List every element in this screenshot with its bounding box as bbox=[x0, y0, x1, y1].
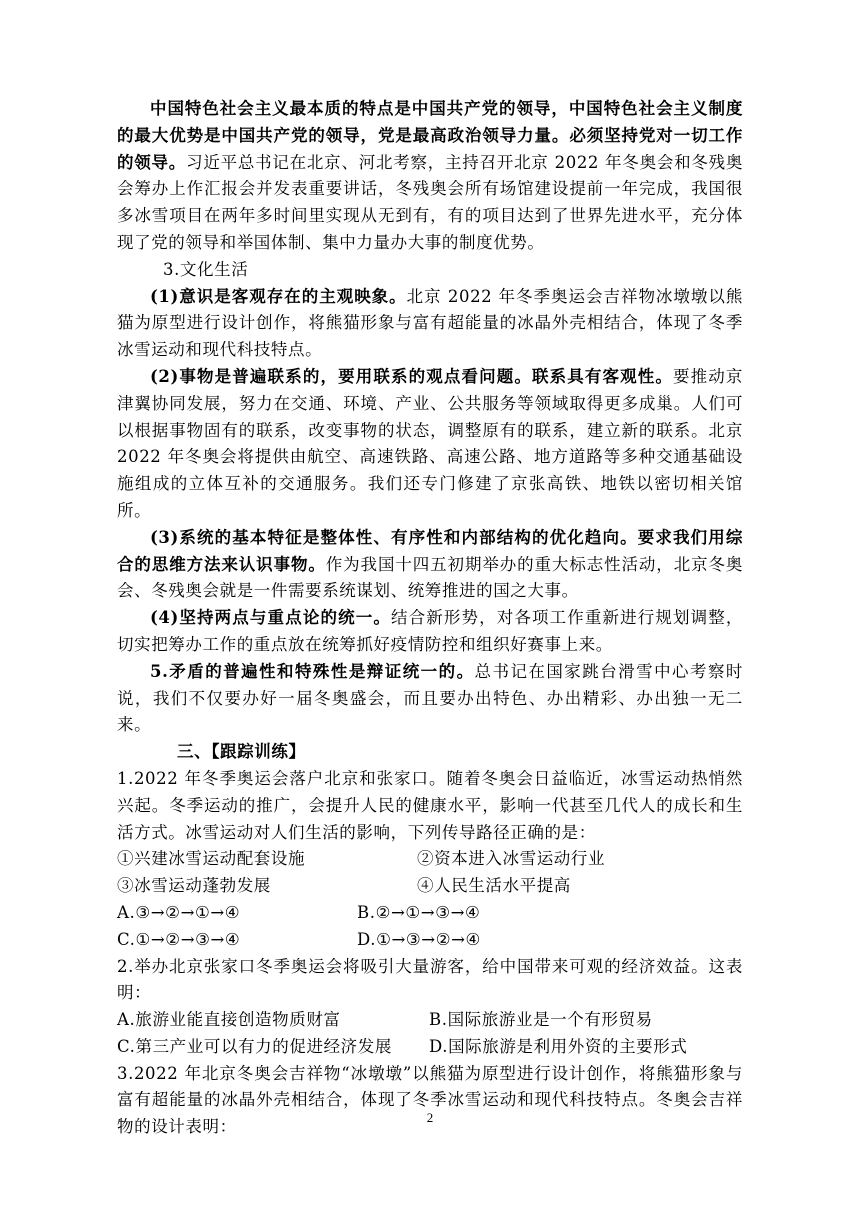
body-text: 习近平总书记在北京、河北考察，主持召开北京 2022 年冬奥会和冬残奥会筹办上作汇报会并发表重要讲话，冬残奥会所有场馆建设提前一年完成，我国很多冰雪项目在两年多时间里实现从无到有，有的项目达到了世界先进水平，充分体现了党的领导和举国体制、集中力量办大事的制度优势。 bbox=[117, 152, 743, 252]
paragraph-consciousness bbox=[117, 284, 743, 364]
body-text: 北京 2022 年冬季奥运会吉祥物冰墩墩以熊猫为原型进行设计创作，将熊猫形象与富有超能量的冰晶外壳相结合，体现了冬季冰雪运动和现代科技特点。 bbox=[117, 286, 743, 360]
bold-lead-text: (1)意识是客观存在的主观映象。 bbox=[150, 286, 407, 306]
bold-lead-text: 中国特色社会主义最本质的特点是中国共产党的领导，中国特色社会主义制度的最大优势是中国共产党的领导，党是最高政治领导力量。必须坚持党对一切工作的领导。 bbox=[117, 99, 743, 172]
page-number: 2 bbox=[426, 1110, 434, 1125]
paragraph-party-leadership bbox=[117, 96, 743, 257]
body-text: 总书记在国家跳台滑雪中心考察时说，我们不仅要办好一届冬奥盛会，而且要办出特色、办出精彩、办出独一无二来。 bbox=[117, 661, 744, 735]
paragraph-two-points bbox=[117, 605, 743, 659]
question-2-option-c: C.第三产业可以有力的促进经济发展 bbox=[117, 1036, 392, 1056]
question-1-item: ②资本进入冰雪运动行业 bbox=[417, 849, 606, 869]
bold-lead-text: 5.矛盾的普遍性和特殊性是辩证统一的。 bbox=[150, 661, 475, 681]
body-text: 结合新形势，对各项工作重新进行规划调整，切实把筹办工作的重点放在统筹抓好疫情防控和组织好赛事上来。 bbox=[117, 608, 743, 654]
body-text: 要推动京津翼协同发展，努力在交通、环境、产业、公共服务等领域取得更多成巢。人们可以根据事物固有的联系，改变事物的状态，调整原有的联系，建立新的联系。北京 2022 年冬奥会将提供由航空、高速铁路、高速公路、地方道路等多种交通基础设施组成的立体互补的交通服务。我们还专门修建了京张高铁、地铁以密切相关馆所。 bbox=[117, 366, 743, 520]
question-1-option-b: B.②→①→③→④ bbox=[357, 902, 481, 922]
question-2-option-b: B.国际旅游业是一个有形贸易 bbox=[429, 1010, 653, 1030]
question-2-options-row-2 bbox=[117, 1034, 743, 1061]
question-1-item: ①兴建冰雪运动配套设施 bbox=[117, 849, 306, 869]
question-1-option-d: D.①→③→②→④ bbox=[357, 929, 481, 949]
question-1-items-row-1 bbox=[117, 846, 743, 873]
paragraph-system bbox=[117, 525, 743, 605]
section-title-tracking-training: 三、【跟踪训练】 bbox=[177, 742, 306, 762]
question-1-option-c: C.①→②→③→④ bbox=[117, 929, 241, 949]
question-2-option-a: A.旅游业能直接创造物质财富 bbox=[117, 1010, 341, 1030]
question-1-option-a: A.③→②→①→④ bbox=[117, 902, 241, 922]
question-2-stem: 2.举办北京张家口冬季奥运会将吸引大量游客，给中国带来可观的经济效益。这表明： bbox=[117, 956, 743, 1003]
question-3-stem: 3.2022 年北京冬奥会吉祥物“冰墩墩”以熊猫为原型进行设计创作，将熊猫形象与富有超能量的冰晶外壳相结合，体现了冬季冰雪运动和现代科技特点。冬奥会吉祥物的设计表明： bbox=[117, 1063, 743, 1137]
question-1-stem: 1.2022 年冬季奥运会落户北京和张家口。随着冬奥会日益临近，冰雪运动热悄然兴起。冬季运动的推广，会提升人民的健康水平，影响一代甚至几代人的成长和生活方式。冰雪运动对人们生活的影响，下列传导路径正确的是： bbox=[117, 768, 743, 842]
question-1-items-row-2 bbox=[117, 873, 743, 900]
question-2-option-d: D.国际旅游是利用外资的主要形式 bbox=[429, 1036, 688, 1056]
bold-lead-text: (3)系统的基本特征是整体性、有序性和内部结构的优化趋向。要求我们用综合的思维方法来认识事物。 bbox=[117, 527, 743, 574]
question-1-options-row-2 bbox=[117, 927, 743, 954]
question-1-item: ④人民生活水平提高 bbox=[417, 876, 571, 896]
question-1-item: ③冰雪运动蓬勃发展 bbox=[117, 876, 271, 896]
paragraph-connection bbox=[117, 364, 743, 525]
question-1-options-row-1 bbox=[117, 900, 743, 927]
body-text: 作为我国十四五初期举办的重大标志性活动，北京冬奥会、冬残奥会就是一件需要系统谋划、统筹推进的国之大事。 bbox=[117, 554, 743, 601]
bold-lead-text: (4)坚持两点与重点论的统一。 bbox=[150, 608, 391, 628]
heading-culture-life: 3.文化生活 bbox=[163, 259, 249, 279]
question-2-options-row-1 bbox=[117, 1007, 743, 1034]
page-content bbox=[117, 96, 743, 1141]
paragraph-contradiction bbox=[117, 659, 743, 739]
bold-lead-text: (2)事物是普遍联系的，要用联系的观点看问题。联系具有客观性。 bbox=[150, 366, 674, 386]
